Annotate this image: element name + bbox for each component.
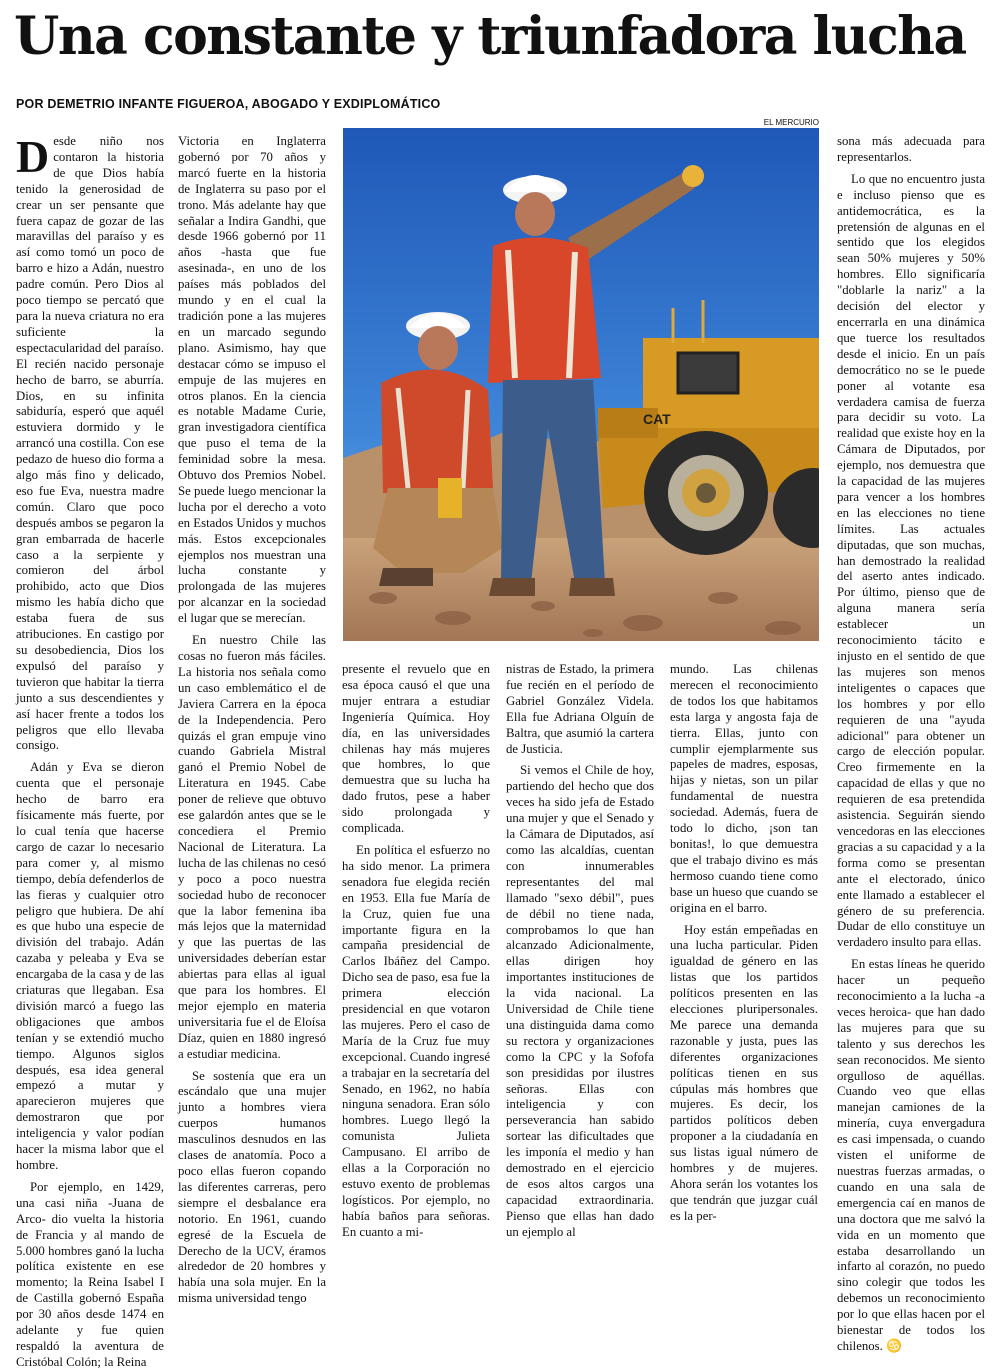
article-column-5 [670, 662, 818, 1225]
article-paragraph: presente el revuelo que en esa época causó el que una mujer entrara a estudiar Ingeniería Química. Hoy día, en las universidades chilenas hay más mujeres que hombres, lo que demuestra que su lucha ha dado frutos, pese a haber sido prolongada y complicada. [342, 662, 490, 836]
truck-brand-label: CAT [643, 411, 671, 427]
article-paragraph: En estas líneas he querido hacer un pequeño reconocimiento a la lucha -a veces heroica- que han dado las mujeres para que su talento y sus derechos les sean reconocidos. Me siento orgulloso de aquéllas. Cuando veo que ellas manejan camiones de la minería, cuya envergadura es casi impensada, o cuando visten el uniforme de nuestras fuerzas armadas, o cuando en una sala de emergencia caí en manos de una doctora que me salvó la vida en un momento que estaba desarrollando un infarto al corazón, no puedo sino colegir que todos les debemos un reconocimiento por lo que ellas hacen por el bienestar de todos los chilenos. ♋ [837, 957, 985, 1353]
article-paragraph: Adán y Eva se dieron cuenta que el personaje hecho de barro era físicamente más fuerte, por lo cual tenía que hacerse cargo de cazar lo necesario para comer y, al mismo tiempo, debía defenderlos de las fieras y cualquier otro peligro que hubiera. De ahí es que hubo una especie de división del trabajo. Adán cazaba y peleaba y Eva se encargaba de la casa y de las criaturas que llegaban. Esa división marcó a fuego las obligaciones que ambos tenían y se extendió mucho tiempo. Algunos siglos después, esa idea general empezó a mutar y aparecieron mujeres que demostraron que por inteligencia y valor podían hacer la misma labor que el hombre. [16, 760, 164, 1172]
article-paragraph: Si vemos el Chile de hoy, partiendo del hecho que dos veces ha sido jefa de Estado una mujer y que el Senado y la Cámara de Diputados, así como las alcaldías, cuentan con innumerables representantes del mal llamado "sexo débil", pues de débil no tiene nada, comprobamos lo que han alcanzado Adicionalmente, ellas dirigen hoy importantes instituciones de la vida nacional. La Universidad de Chile tiene una distinguida dama como su rectora y organizaciones como la CPC y la Sofofa son presididas por ilustres señoras. Ellas con inteligencia y con perseverancia han sabido sortear las dificultades que les imponía el medio y han demostrado en el ejercicio de esos altos cargos una capacidad extraordinaria. Pienso que ellas han dado un ejemplo al [506, 763, 654, 1239]
photo-credit: EL MERCURIO [763, 118, 819, 127]
mining-workers-photo [343, 128, 819, 641]
article-byline: POR DEMETRIO INFANTE FIGUEROA, ABOGADO Y EXDIPLOMÁTICO [16, 97, 441, 111]
article-photo [343, 128, 819, 641]
article-paragraph: Se sostenía que era un escándalo que una mujer junto a hombres viera cuerpos humanos masculinos desnudos en las clases de anatomía. Poco a poco ellas fueron copando las diferentes carreras, pero siempre el desbalance era notorio. En 1961, cuando egresé de la Escuela de Derecho de la UCV, éramos alrededor de 20 hombres y había una sola mujer. En la misma universidad tengo [178, 1068, 326, 1306]
article-paragraph: Lo que no encuentro justa e incluso pienso que es antidemocrática, es la pretensión de algunas en el sentido que los elegidos sean 50% mujeres y 50% hombres. Ello significaría "doblarle la nariz" a la decisión del elector y encerrarla en una dinámica que tuerce los resultados desde el inicio. En un país democrático no se le puede poner al votante esa verdadera camisa de fuerza para decidir su voto. La realidad que existe hoy en la Cámara de Diputados, por ejemplo, nos demuestra que la capacidad de las mujeres para vencer a los hombres en las elecciones no tiene límites. Las actuales diputadas, que son muchas, han demostrado la realidad del aserto antes indicado. Por último, pienso que de alguna manera sería establecer un reconocimiento tácito e injusto en el sentido de que las mujeres son menos inteligentes o capaces que los hombres y por ello requieren de una "ayuda adicional" para obtener un cargo de elección popular. Creo firmemente en la capacidad de ellas y que no requieren de esa pretendida asistencia. Seguirán siendo vencedoras en las elecciones gracias a su capacidad y a la forma como se presentan ante el electorado, único ente llamado a establecer el género de su preferencia. Dudar de ello constituye un verdadero insulto para ellas. [837, 171, 985, 950]
article-paragraph: Por ejemplo, en 1429, una casi niña -Juana de Arco- dio vuelta la historia de Francia y al mando de 5.000 hombres ganó la lucha política existente en ese momento; la Reina Isabel I de Castilla gobernó España por 30 años desde 1474 en adelante y fue quien respaldó la aventura de Cristóbal Colón; la Reina [16, 1179, 164, 1369]
article-paragraph: mundo. Las chilenas merecen el reconocimiento de todos los que habitamos esta larga y angosta faja de tierra. Ellas, junto con cumplir ejemplarmente sus papeles de madres, esposas, hijas y nietas, son un pilar fundamental de nuestra sociedad. Además, fuera de todo lo dicho, ¡son tan bonitas!, lo que demuestra que el trabajo divino es más hermoso cuando tiene como base un hueso que cuando se origina en el barro. [670, 662, 818, 915]
article-paragraph: nistras de Estado, la primera fue recién en el período de Gabriel González Videla. Ella fue Adriana Olguín de Baltra, que asumió la cartera de Justicia. [506, 662, 654, 756]
article-paragraph: sona más adecuada para representarlos. [837, 134, 985, 164]
article-headline: Una constante y triunfadora lucha [14, 6, 966, 67]
article-column-3 [342, 662, 490, 1241]
article-column-4 [506, 662, 654, 1241]
article-paragraph: En política el esfuerzo no ha sido menor. La primera senadora fue elegida recién en 1953. Ella fue María de la Cruz, quien fue una importante figura en la campaña presidencial de Carlos Ibáñez del Campo. Dicho sea de paso, esa fue la primera elección presidencial en que votaron las mujeres. Pero el caso de María de la Cruz fue muy excepcional. Cuando ingresé a trabajar en la secretaría del Senado, en 1962, no había ninguna senadora. Eran sólo hombres. Luego llegó la comunista Julieta Campusano. El arribo de ellas a la Corporación no estuvo exento de problemas logísticos. Por ejemplo, no había baños para señoras. En cuanto a mi- [342, 842, 490, 1239]
article-paragraph: Victoria en Inglaterra gobernó por 70 años y marcó fuerte en la historia de Inglaterra su paso por el trono. Más adelante hay que señalar a Indira Gandhi, que desde 1966 gobernó por 11 años -hasta que fue asesinada-, en uno de los países más poblados del mundo y en el cual la tradición pone a las mujeres en un marcado segundo plano. Asimismo, hay que destacar cómo se impuso el empuje de las mujeres en otros planos. En la ciencia es notable Madame Curie, gran investigadora científica que puso el tema de la feminidad sobre la mesa. Obtuvo dos Premios Nobel. Se puede luego mencionar la lucha por el derecho a voto en Estados Unidos y muchos más. Estos excepcionales ejemplos nos muestran una lucha constante y prolongada de las mujeres por alcanzar en la sociedad el lugar que se merecían. [178, 134, 326, 626]
article-column-6 [837, 134, 985, 1355]
paragraph-text: esde niño nos contaron la historia de que Dios había tenido la generosidad de crear un ser pensante que fuera capaz de gozar de las maravillas del paraíso y es así como tomó un poco de barro e hizo a Adán, nuestro padre común. Pero Dios al poco tiempo se percató que para la nueva criatura no era suficiente la espectacularidad del paraíso. El recién nacido personaje hecho de barro, se aburría. Dios, en su infinita sabiduría, esperó que aquél estuviera dormido y le arrancó una costilla. Con ese pedazo de hueso dio forma a algo más fino y delicado, eso fue Eva, nuestra madre común. Claro que poco después ambos se pegaron la gran embarrada de hacerle caso a la serpiente y comieron del árbol prohibido, acto que Dios mismo les había dicho que estaba fuera de sus atribuciones. En castigo por su desobediencia, Dios los expulsó del paraíso y tuvieron que habitar la tierra junto a sus descendientes y así hacer frente a todos los peligros que ello llevaba consigo. [16, 134, 164, 753]
drop-cap: D [16, 131, 50, 182]
article-column-1 [16, 131, 164, 1371]
article-column-2 [178, 134, 326, 1307]
article-paragraph: Hoy están empeñadas en una lucha particular. Piden igualdad de género en las listas que los partidos políticos presenten en las elecciones pluripersonales. Me parece una demanda razonable y justa, pues las diferentes organizaciones políticas tienen en sus cúpulas más hombres que mujeres. Es decir, los partidos políticos deben proponer a la ciudadanía en sus listas igual número de hombres y de mujeres. Ahora serán los votantes los que tendrán que juzgar cuál es la per- [670, 922, 818, 1223]
article-paragraph: En nuestro Chile las cosas no fueron más fáciles. La historia nos señala como un caso emblemático el de Javiera Carrera en la época de la Independencia. Pero quizás el gran empuje vino cuando Gabriela Mistral ganó el Premio Nobel de Literatura en 1945. Cabe poner de relieve que obtuvo ese galardón antes que se le concediera el Premio Nacional de Literatura. La lucha de las chilenas no cesó y poco a poco nuestra sociedad hubo de reconocer que la labor femenina iba más lejos que la maternidad y que las puertas de las universidades deberían estar abiertas para ellas al igual que para los hombres. El mejor ejemplo en materia universitaria fue el de Eloísa Díaz, quien en 1880 ingresó a estudiar medicina. [178, 633, 326, 1061]
article-paragraph [16, 131, 164, 754]
